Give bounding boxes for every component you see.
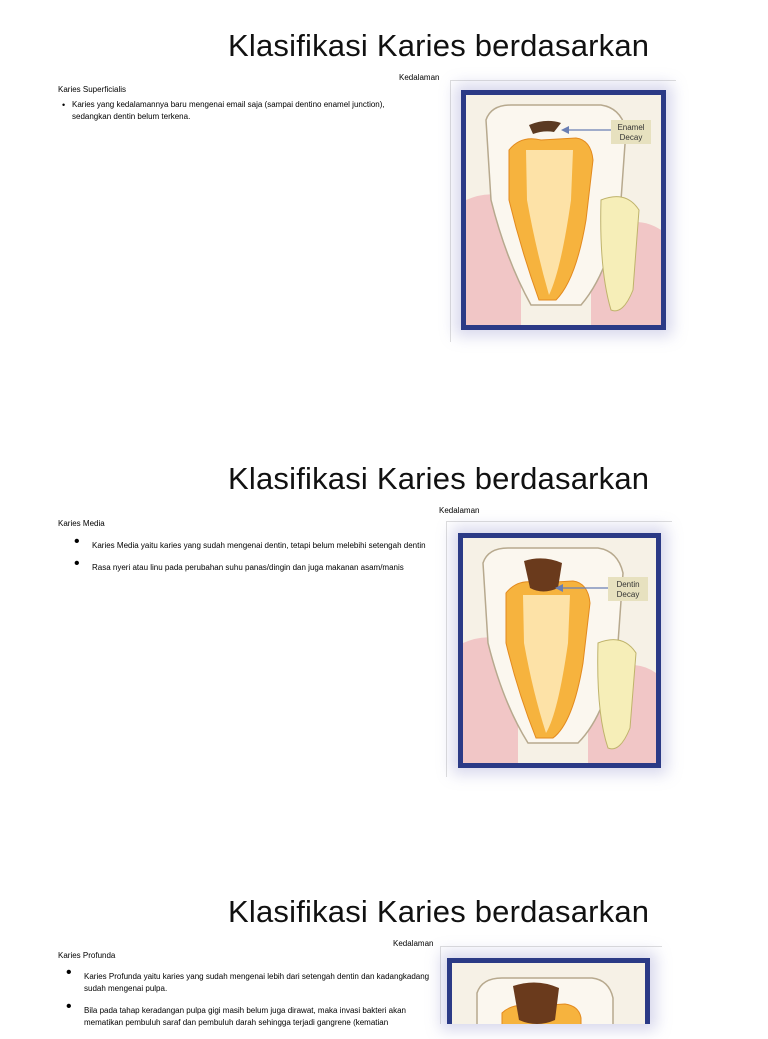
bullet-item [62,1005,442,1029]
section-heading: Karies Media [58,519,105,528]
slide-subtitle: Kedalaman [393,939,434,948]
bullet-item [62,971,442,995]
tooth-diagram-pulp [447,958,650,1024]
section-heading: Karies Profunda [58,951,116,960]
slide-subtitle: Kedalaman [439,506,480,515]
figure-label: Decay [619,133,643,142]
figure-label: Dentin [616,580,640,589]
bullet-list [62,971,442,1039]
image-border [440,946,441,1024]
image-border [440,946,662,947]
slide-title: Klasifikasi Karies berdasarkan [228,461,650,496]
slide-title: Klasifikasi Karies berdasarkan [228,894,650,929]
bullet-text: • Bila pada tahap keradangan pulpa gigi masih belum juga dirawat, maka invasi bakteri akan mematikan pembuluh saraf dan pembuluh darah sehingga terjadi gangrene (kematian [84,1006,406,1027]
bullet-text: • Rasa nyeri atau linu pada perubahan suhu panas/dingin dan juga makanan asam/manis [92,563,404,572]
tooth-figure [447,958,650,1024]
section-heading: Karies Superficialis [58,85,127,94]
slide-subtitle: Kedalaman [399,73,440,82]
figure-label: Decay [616,590,640,599]
bullet-text: • Karies Media yaitu karies yang sudah mengenai dentin, tetapi belum melebihi setengah dentin [92,541,426,550]
bullet-text: • Karies Profunda yaitu karies yang sudah mengenai lebih dari setengah dentin dan kadangkadang sudah mengenai pulpa. [84,972,430,993]
slide-title: Klasifikasi Karies berdasarkan [228,28,650,63]
figure-label: Enamel [617,123,645,132]
bullet-text: • Karies yang kedalamannya baru mengenai email saja (sampai dentino enamel junction), sedangkan dentin belum terkena. [72,100,385,121]
